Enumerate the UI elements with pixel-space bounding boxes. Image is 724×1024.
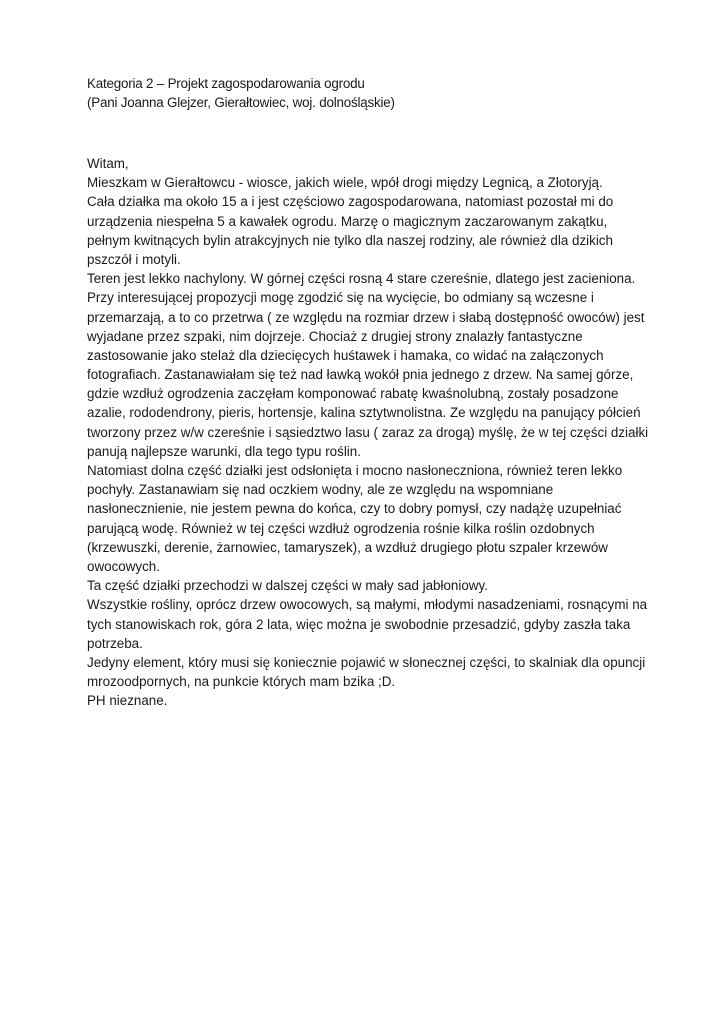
body-line: Cała działka ma około 15 a i jest częściowo zagospodarowana, natomiast pozostał mi do	[87, 194, 614, 210]
body-line: mrozoodpornych, na punkcie których mam bzika ;D.	[87, 674, 396, 690]
body-line: Witam,	[87, 156, 129, 171]
body-line: azalie, rododendrony, pieris, hortensje, kalina sztytwnolistna. Ze względu na panujący półcień	[87, 405, 641, 421]
body-line: owocowych.	[87, 558, 160, 574]
body-line: Przy interesującej propozycji mogę zgodzić się na wycięcie, bo odmiany są wczesne i	[87, 290, 594, 306]
body-line: Teren jest lekko nachylony. W górnej części rosną 4 stare czereśnie, dlatego jest zacieniona.	[87, 271, 636, 287]
body-line: Ta część działki przechodzi w dalszej części w mały sad jabłoniowy.	[87, 578, 488, 594]
body-line: przemarzają, a to co przetrwa ( ze względu na rozmiar drzew i słabą dostępność owoców) jest	[87, 309, 645, 325]
body-line: panują najlepsze warunki, dla tego typu roślin.	[87, 443, 361, 459]
body-line: urządzenia niespełna 5 a kawałek ogrodu. Marzę o magicznym zaczarowanym zakątku,	[87, 213, 608, 229]
body-line: tworzony przez w/w czereśnie i sąsiedztwo lasu ( zaraz za drogą) myślę, że w tej części działki	[87, 424, 649, 440]
body-line: tych stanowiskach rok, góra 2 lata, więc można je swobodnie przesadzić, gdyby zaszła taka	[87, 616, 631, 632]
document-heading	[87, 74, 647, 112]
heading-author-info: (Pani Joanna Glejzer, Gierałtowiec, woj. dolnośląskie)	[87, 95, 395, 110]
body-line: pochyły. Zastanawiam się nad oczkiem wodny, ale ze względu na wspomniane	[87, 482, 554, 498]
body-line: Mieszkam w Gierałtowcu - wiosce, jakich wiele, wpół drogi między Legnicą, a Złotoryją.	[87, 175, 603, 191]
body-line: Wszystkie rośliny, oprócz drzew owocowych, są małymi, młodymi nasadzeniami, rosnącymi na	[87, 597, 648, 613]
heading-category-title: Kategoria 2 – Projekt zagospodarowania ogrodu	[87, 76, 365, 91]
body-line: (krzewuszki, derenie, żarnowiec, tamaryszek), a wzdłuż drugiego płotu szpaler krzewów	[87, 539, 608, 555]
document-body	[87, 154, 647, 710]
body-line: PH nieznane.	[87, 693, 168, 709]
body-line: wyjadane przez szpaki, nim dojrzeje. Chociaż z drugiej strony znalazły fantastyczne	[87, 328, 583, 344]
body-line: gdzie wzdłuż ogrodzenia zaczęłam komponować rabatę kwaśnolubną, zostały posadzone	[87, 386, 619, 402]
body-line: nasłonecznienie, nie jestem pewna do końca, czy to dobry pomysł, czy nadążę uzupełniać	[87, 501, 622, 517]
body-line: parującą wodę. Również w tej części wzdłuż ogrodzenia rośnie kilka roślin ozdobnych	[87, 520, 595, 536]
body-line: Natomiast dolna część działki jest odsłonięta i mocno nasłoneczniona, również teren lekko	[87, 463, 623, 478]
body-line: zastosowanie jako stelaż dla dziecięcych huśtawek i hamaka, co widać na załączonych	[87, 347, 604, 363]
body-line: Jedyny element, który musi się koniecznie pojawić w słonecznej części, to skalniak dla opuncji	[87, 654, 646, 670]
body-line: pełnym kwitnących bylin atrakcyjnych nie tylko dla naszej rodziny, ale również dla dzikich	[87, 232, 613, 248]
body-line: fotografiach. Zastanawiałam się też nad ławką wokół pnia jednego z drzew. Na samej górze,	[87, 367, 634, 383]
body-line: pszczół i motyli.	[87, 251, 181, 267]
body-line: potrzeba.	[87, 635, 143, 651]
